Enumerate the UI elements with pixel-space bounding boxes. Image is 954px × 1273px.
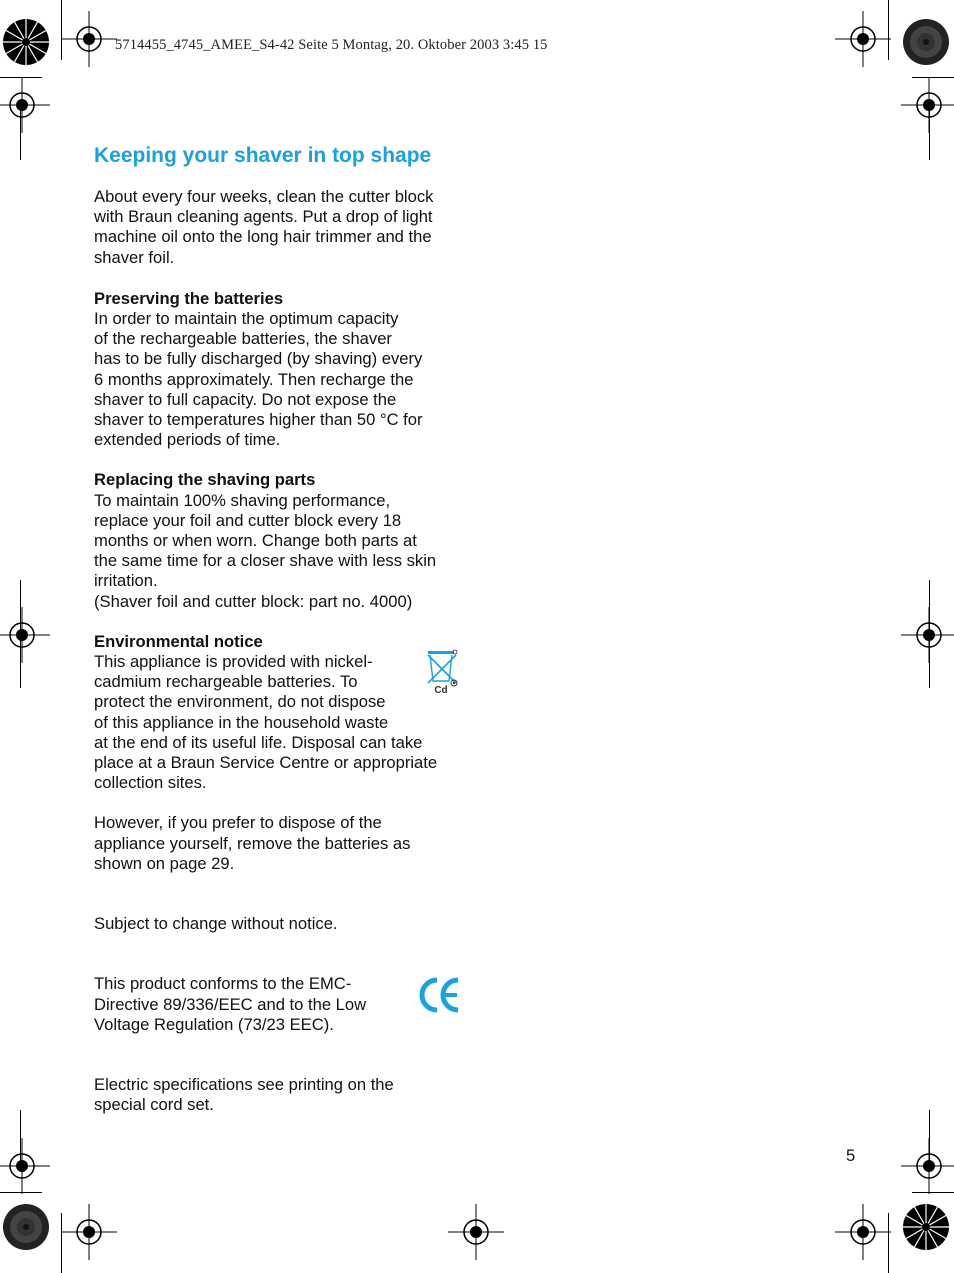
crop-line — [20, 580, 21, 688]
registration-mark-icon — [901, 1138, 954, 1194]
crop-line — [20, 1110, 21, 1165]
environment-heading: Environmental notice — [94, 631, 263, 651]
crop-line — [912, 77, 954, 78]
registration-mark-icon — [0, 77, 50, 133]
registration-mark-icon — [0, 607, 50, 663]
crop-line — [61, 0, 62, 60]
parts-heading: Replacing the shaving parts — [94, 470, 316, 490]
crop-line — [929, 580, 930, 688]
gray-balance-icon — [2, 1203, 50, 1251]
registration-mark-icon — [448, 1204, 504, 1260]
registration-mark-icon — [61, 11, 117, 67]
page-title: Keeping your shaver in top shape — [94, 144, 432, 167]
registration-mark-icon — [835, 11, 891, 67]
crop-line — [0, 77, 42, 78]
batteries-body: In order to maintain the optimum capacity of the rechargeable batteries, the shaver has to be fully discharged (by shaving) every 6 months approximately. Then recharge the shaver to full capacity. Do not expose the shaver to temperatures higher than 50 °C for extended periods of time. — [94, 309, 423, 450]
crop-line — [20, 105, 21, 160]
crossed-out-wheelie-bin-icon — [426, 648, 460, 694]
main-content — [94, 143, 464, 1115]
color-wheel-icon — [2, 18, 50, 66]
crop-line — [912, 1192, 954, 1193]
crop-line — [929, 105, 930, 160]
electric-specs-text: Electric specifications see printing on the special cord set. — [94, 1074, 394, 1115]
intro-paragraph: About every four weeks, clean the cutter block with Braun cleaning agents. Put a drop of light machine oil onto the long hair trimmer and the shaver foil. — [94, 187, 434, 267]
cd-label: Cd — [434, 684, 448, 694]
gray-balance-icon — [902, 18, 950, 66]
registration-mark-icon — [901, 607, 954, 663]
color-wheel-icon — [902, 1203, 950, 1251]
registration-mark-icon — [901, 77, 954, 133]
crop-line — [0, 1192, 42, 1193]
change-notice: Subject to change without notice. — [94, 914, 338, 934]
crop-line — [929, 1110, 930, 1165]
slug-line: 5714455_4745_AMEE_S4-42 Seite 5 Montag, 20. Oktober 2003 3:45 15 — [115, 37, 548, 53]
ce-mark-icon — [418, 976, 460, 1014]
registration-mark-icon — [835, 1204, 891, 1260]
batteries-heading: Preserving the batteries — [94, 288, 284, 308]
registration-mark-icon — [0, 1138, 50, 1194]
conformity-text: This product conforms to the EMC- Directive 89/336/EEC and to the Low Voltage Regulation (73/23 EEC). — [94, 974, 367, 1034]
parts-body: To maintain 100% shaving performance, replace your foil and cutter block every 18 months or when worn. Change both parts at the same time for a closer shave with less skin irritation. (Shaver foil and cutter block: part no. 4000) — [94, 490, 437, 611]
environment-body-2: However, if you prefer to dispose of the appliance yourself, remove the batteries as shown on page 29. — [94, 813, 411, 873]
crop-line — [888, 1213, 889, 1273]
crop-line — [61, 1213, 62, 1273]
page-number: 5 — [846, 1146, 856, 1165]
environment-body: This appliance is provided with nickel- cadmium rechargeable batteries. To protect the environment, do not dispose of this appliance in the household waste at the end of its useful life. Disposal can take place at a Braun Service Centre or appropriate collection sites. — [94, 652, 438, 793]
crop-line — [888, 0, 889, 60]
environmental-section — [94, 632, 464, 874]
registration-mark-icon — [61, 1204, 117, 1260]
